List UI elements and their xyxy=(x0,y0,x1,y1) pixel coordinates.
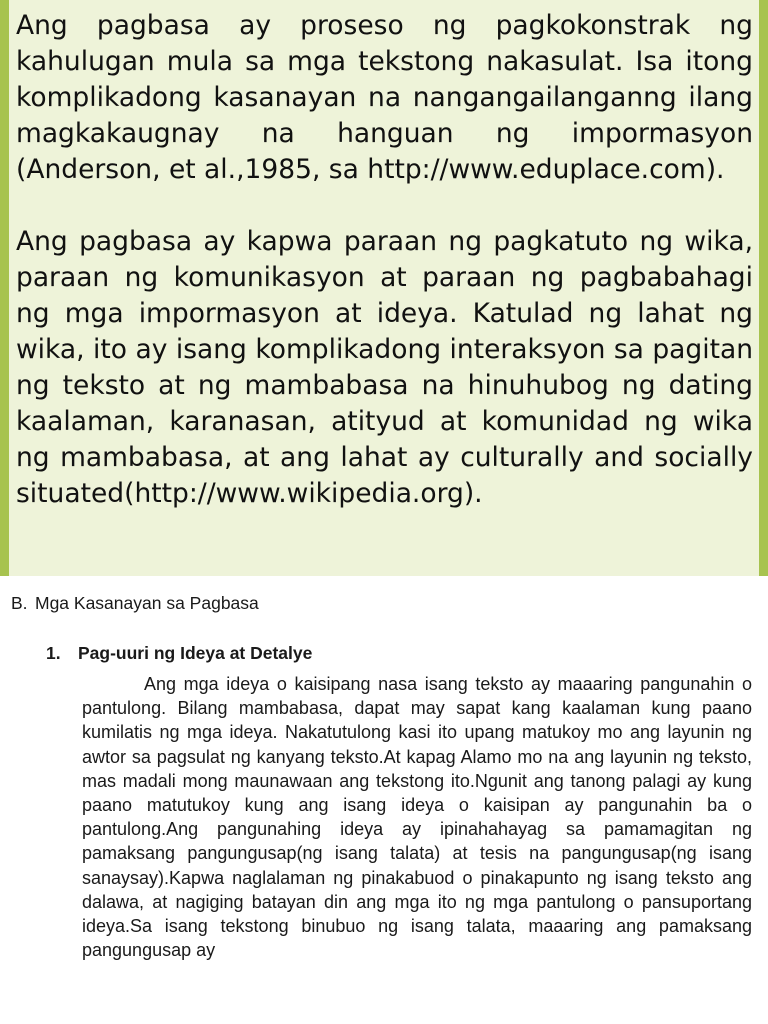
section-heading xyxy=(11,592,259,614)
section-letter: B. xyxy=(11,593,28,613)
top-text-panel xyxy=(9,0,759,576)
item-title: Pag-uuri ng Ideya at Detalye xyxy=(78,643,313,663)
item-heading xyxy=(46,642,312,664)
item-number: 1. xyxy=(46,643,61,663)
document-body-text: Ang mga ideya o kaisipang nasa isang teksto ay maaaring pangunahin o pantulong. Bilang mambabasa, dapat may sapat kang kaalaman kung paano kumilatis ng mga ideya. Nakatutulong kasi ito upang matukoy mo ang layunin ng awtor sa pagsulat ng kanyang teksto.At kapag Alamo mo na ang layunin ng teksto, mas madali mong maunawaan ang tekstong ito.Ngunit ang tanong palagi ay kung paano matutukoy kung ang isang ideya o kaisipan ay pangunahin ba o pantulong.Ang pangunahing ideya ay ipinahahayag sa pamamagitan ng pamaksang pangungusap(ng isang talata) at tesis na pangungusap(ng isang sanaysay).Kapwa naglalaman ng pinakabuod o pinakapunto ng isang teksto ang dalawa, at nagiging batayan din ang mga ito ng mga pantulong o pansuportang ideya.Sa isang tekstong binubuo ng isang talata, maaaring ang pamaksang pangungusap ay xyxy=(82,674,752,961)
scanned-document xyxy=(0,576,768,1024)
paragraph-1: Ang pagbasa ay proseso ng pagkokonstrak ng kahulugan mula sa mga tekstong nakasulat. Isa itong komplikadong kasanayan na nangangailanganng ilang magkakaugnay na hanguan ng impormasyon (Anderson, et al.,1985, sa http://www.eduplace.com). xyxy=(16,10,753,185)
paragraph-2: Ang pagbasa ay kapwa paraan ng pagkatuto ng wika, paraan ng komunikasyon at paraan ng pagbabahagi ng mga impormasyon at ideya. Katulad ng lahat ng wika, ito ay isang komplikadong interaksyon sa pagitan ng teksto at ng mambabasa na hinuhubog ng dating kaalaman, karanasan, atityud at komunidad ng wika ng mambabasa, at ang lahat ay culturally and socially situated(http://www.wikipedia.org). xyxy=(16,226,753,509)
section-title: Mga Kasanayan sa Pagbasa xyxy=(35,593,259,613)
